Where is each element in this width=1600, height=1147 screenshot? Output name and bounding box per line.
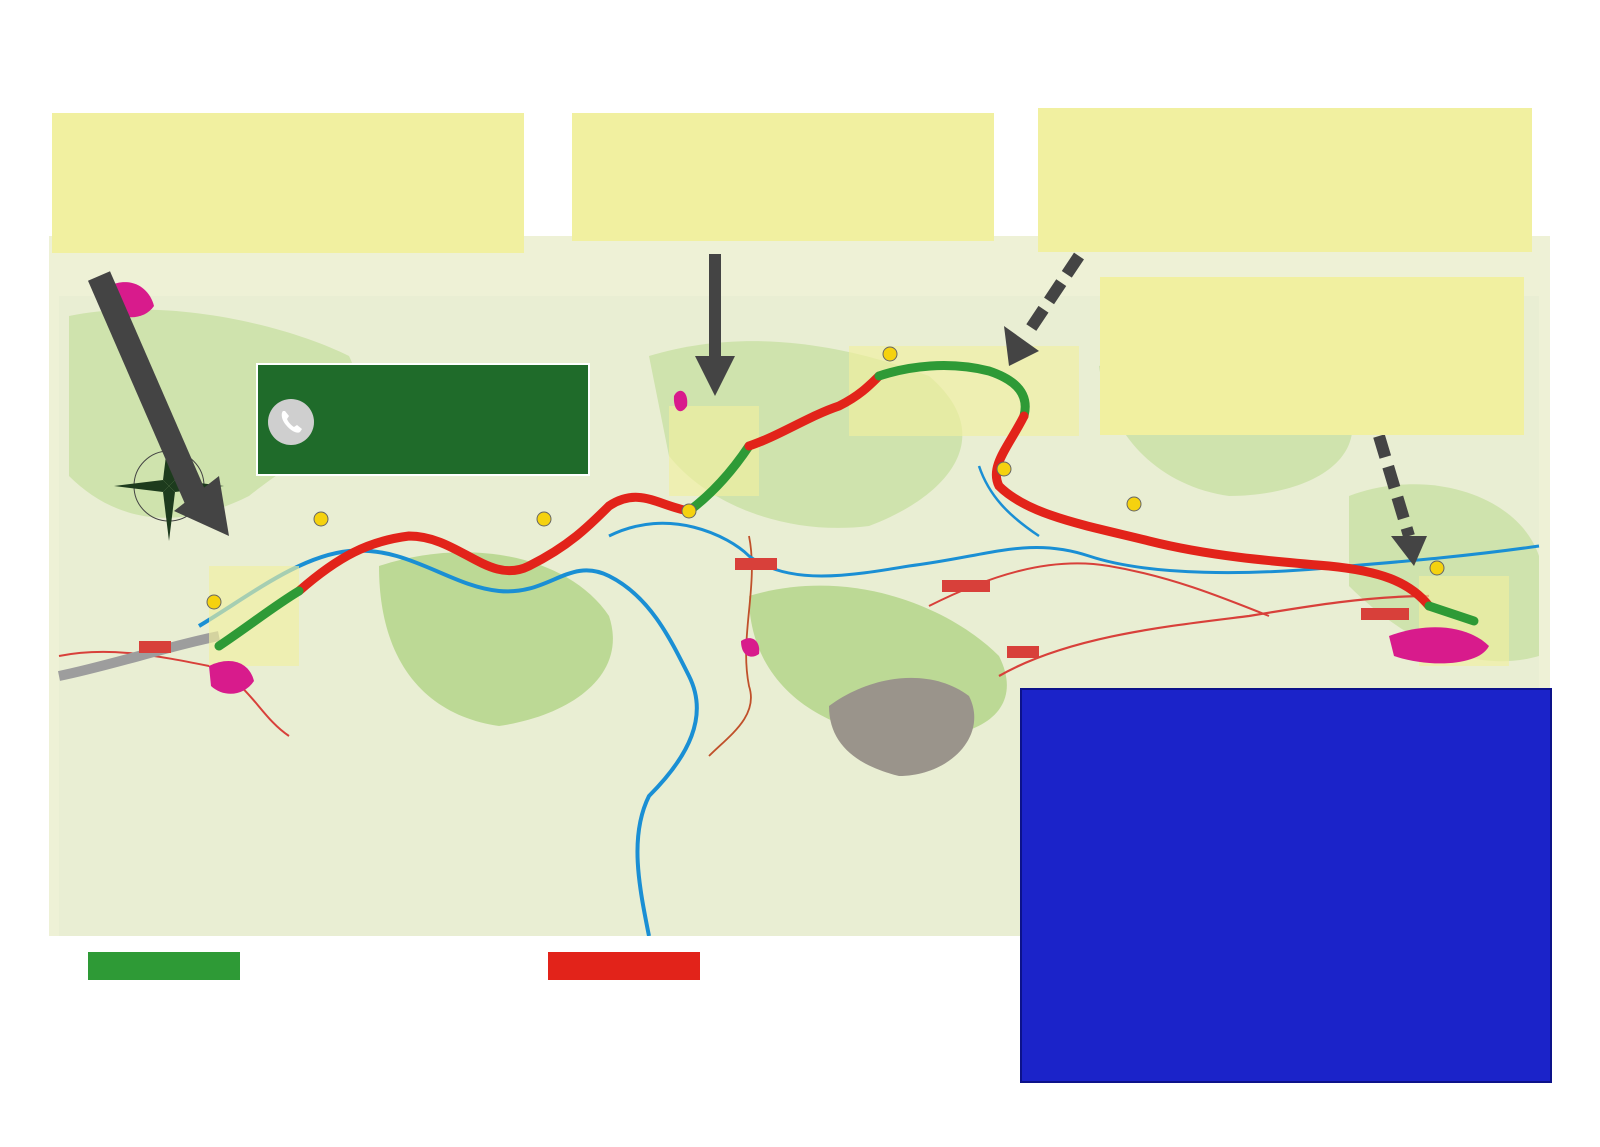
arrow-tramo2 — [709, 254, 721, 364]
km-marker-36-5 — [1430, 561, 1444, 575]
km-marker-24 — [997, 462, 1011, 476]
legend-parking — [830, 768, 1010, 770]
road-shield-ca9101 — [942, 580, 990, 592]
tramo3-zone — [849, 346, 1079, 436]
phone-icon — [268, 399, 314, 445]
road-shield-a8126 — [735, 558, 777, 570]
key-open-swatch — [88, 952, 240, 980]
km-marker-5 — [314, 512, 328, 526]
tramo-1-box — [52, 113, 524, 253]
road-shield-a375 — [139, 641, 171, 653]
km-marker-29 — [1127, 497, 1141, 511]
patrol-phone-panel — [256, 363, 590, 476]
key-closed-swatch — [548, 952, 700, 980]
km-marker-10 — [537, 512, 551, 526]
points-of-interest-panel — [1020, 688, 1552, 1083]
km-marker-14 — [682, 504, 696, 518]
tramo-4-box — [1100, 277, 1524, 435]
tramo-2-box — [572, 113, 994, 241]
map-legend — [58, 750, 1018, 930]
tramo1-zone — [209, 566, 299, 666]
road-shield-ca9102 — [1361, 608, 1409, 620]
road-shield-a384 — [1007, 646, 1039, 658]
km-marker-0 — [207, 595, 221, 609]
tramo-3-box — [1038, 108, 1532, 252]
km-marker-20 — [883, 347, 897, 361]
